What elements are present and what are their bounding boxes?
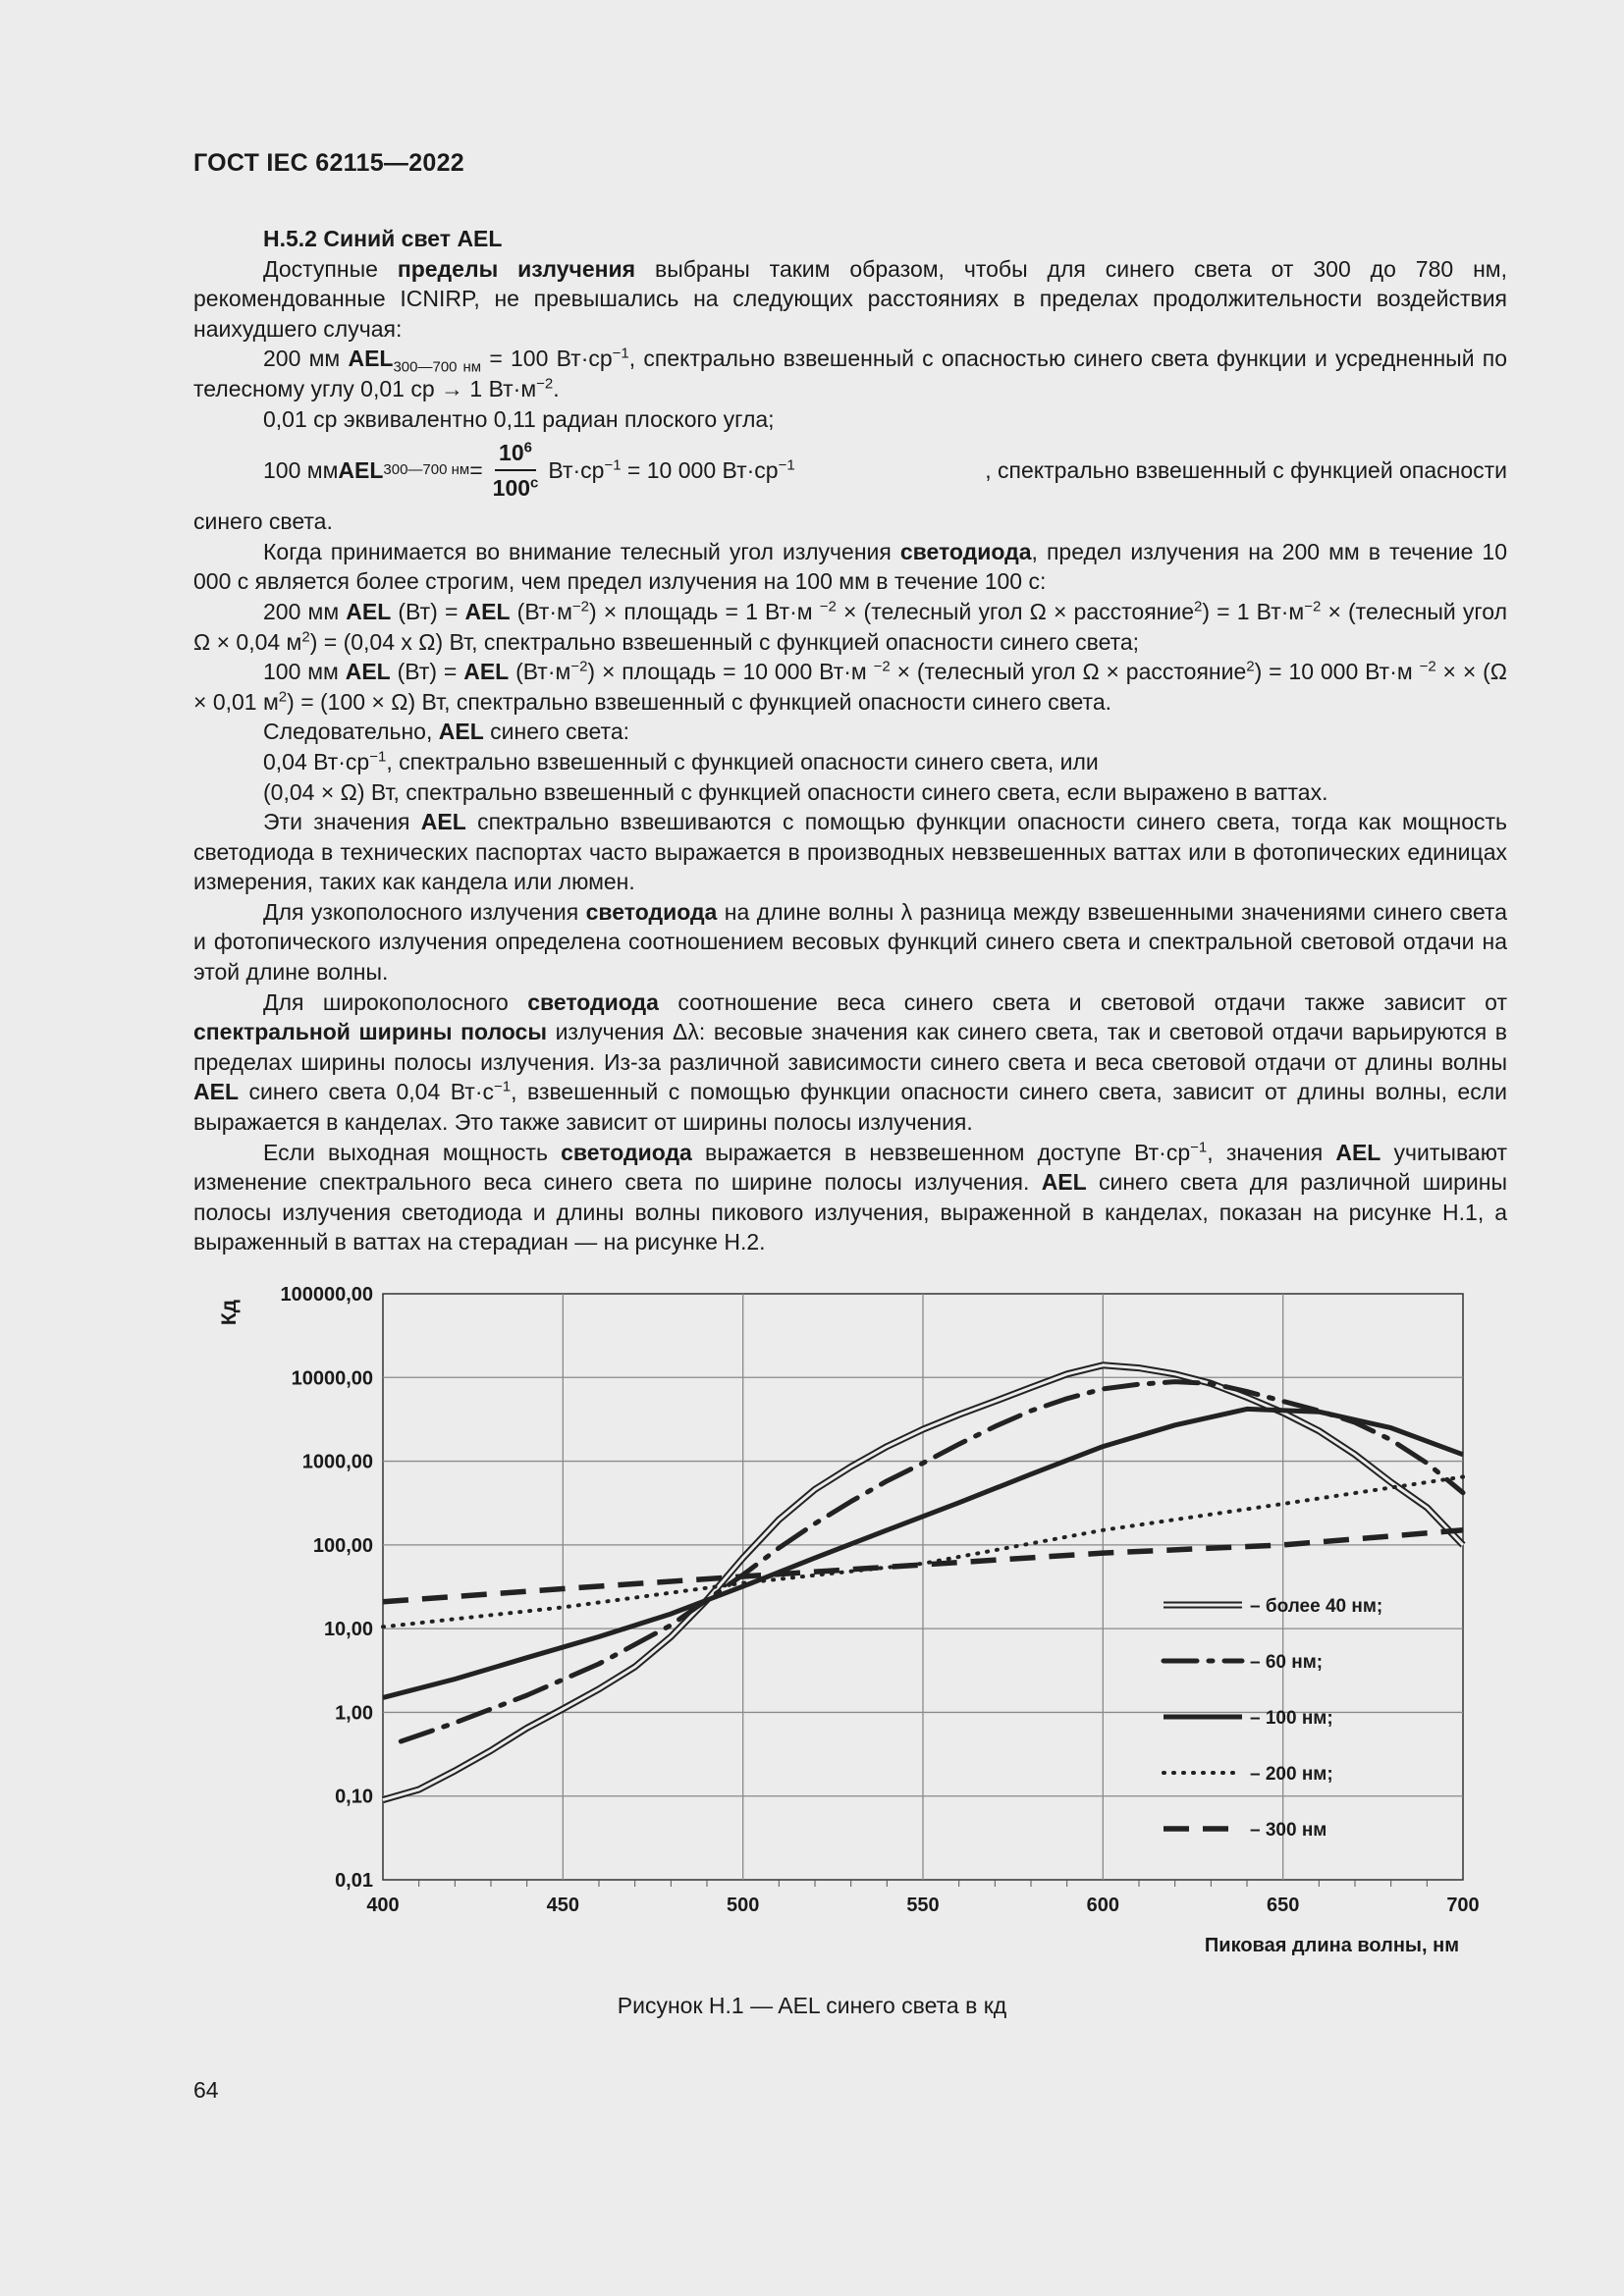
- x-axis-label: Пиковая длина волны, нм: [1204, 1935, 1459, 1956]
- y-tick-label: 10,00: [323, 1619, 373, 1641]
- legend-label: – 100 нм;: [1250, 1708, 1333, 1729]
- paragraph: Для широкополосного светодиода соотношение веса синего света и световой отдачи также зависит от спектральной ширины полосы излучения Δλ: весовые значения как синего света, так и световой отдачи варьируются в пределах ширины полосы излучения. Из-за различной зависимости синего света и веса световой отдачи от длины волны AEL синего света 0,04 $Вт\cdot с^{-1}$, взвешенный с помощью функции опасности синего света, зависит от длины волны, если выражается в канделах. Это также зависит от ширины полосы излучения.: [193, 988, 1508, 1136]
- legend-label: – 300 нм: [1250, 1820, 1327, 1841]
- paragraph: Эти значения AEL спектрально взвешиваются с помощью функции опасности синего света, тогда как мощность светодиода в технических паспортах часто выражается в производных невзвешенных ваттах или в фотопических единицах измерения, таких как кандела или люмен.: [193, 809, 1507, 895]
- paragraph: Если выходная мощность светодиода выражается в невзвешенном доступе $Вт\cdot ср^{-1}$, значения AEL учитывают изменение спектрального веса синего света по ширине полосы излучения. AEL синего света для различной ширины полосы излучения светодиода и длины волны пикового излучения, выраженной в канделах, показан на рисунке H.1, а выраженный в ваттах на стерадиан — на рисунке H.2.: [193, 1138, 1508, 1255]
- section-title: H.5.2 Синий свет AEL: [263, 226, 503, 251]
- x-tick-label: 400: [366, 1895, 400, 1916]
- paragraph: 0,04 $Вт\cdot ср^{-1}$, спектрально взвешенный с функцией опасности синего света, или: [263, 748, 1099, 774]
- formula-paragraph: 200 мм AEL (Вт) = AEL $(Вт\cdot м^{-2})$ × площадь = 1 Вт·м $^{-2}$ × (телесный угол Ω × расстояние$^2$) = 1 $Вт\cdot м^{-2}$ × (телесный угол Ω × 0,04 $м^2) = (0,04$ x Ω) Вт, спектрально взвешенный с функцией опасности синего света;: [193, 598, 1507, 655]
- legend-label: – более 40 нм;: [1250, 1596, 1383, 1617]
- y-tick-label: 1000,00: [301, 1451, 373, 1473]
- y-tick-label: 100000,00: [280, 1284, 373, 1306]
- paragraph: синего света.: [193, 508, 333, 535]
- figure-caption: Рисунок H.1 — AEL синего света в кд: [617, 1993, 1007, 2018]
- y-tick-label: 100,00: [312, 1534, 373, 1557]
- fraction: $\frac{10^6}{100^c}$: [492, 438, 539, 502]
- y-tick-label: 0,01: [335, 1870, 373, 1892]
- paragraph: Для узкополосного излучения светодиода на длине волны λ разница между взвешенными значениями синего света и фотопического излучения определена соотношением весовых функций синего света и спектральной световой отдачи на этой длине волны.: [193, 898, 1507, 986]
- formula-line: 100 мм AEL 300—700 нм = $\frac{10^6}{100^c}$ $Вт\cdot ср^{-1} = 10$ 000 $Вт\cdot ср^{-1}$ , спектрально взвешенный с функцией опасности: [193, 434, 1507, 507]
- y-tick-label: 10000,00: [291, 1367, 373, 1390]
- x-tick-label: 450: [546, 1895, 580, 1916]
- x-tick-label: 650: [1266, 1895, 1300, 1916]
- x-tick-label: 700: [1446, 1895, 1480, 1916]
- formula-paragraph: 100 мм AEL (Вт) = AEL $(Вт\cdot м^{-2})$ × площадь = 10 000 Вт·м $^{-2}$ × (телесный угол Ω × расстояние$^2$) = 10 000 Вт·м $^{-2}$ × × (Ω × 0,01 $м^2) = (100 \times \Omega)$ Вт, спектрально взвешенный с функцией опасности синего света.: [193, 658, 1507, 715]
- paragraph: Доступные пределы излучения выбраны таким образом, чтобы для синего света от 300 до 780 нм, рекомендованные ICNIRP, не превышались на следующих расстояниях в пределах продолжительности воздействия наихудшего случая:: [193, 255, 1508, 342]
- ael-chart: [196, 1271, 1492, 1988]
- figure-h1: [196, 1271, 1492, 1988]
- paragraph: Когда принимается во внимание телесный угол излучения светодиода, предел излучения на 200 мм в течение 10 000 с является более строгим, чем предел излучения на 100 мм в течение 100 с:: [193, 538, 1507, 595]
- y-tick-label: 1,00: [335, 1702, 373, 1725]
- x-tick-label: 600: [1086, 1895, 1120, 1916]
- x-tick-label: 550: [906, 1895, 940, 1916]
- paragraph: 0,01 ср эквивалентно 0,11 радиан плоского угла;: [263, 405, 775, 432]
- x-tick-label: 500: [726, 1895, 760, 1916]
- document-body: [193, 224, 1507, 1257]
- document-header: ГОСТ IEC 62115—2022: [193, 149, 465, 177]
- legend-label: – 60 нм;: [1250, 1652, 1324, 1673]
- y-axis-label: Кд: [218, 1299, 241, 1326]
- paragraph: (0,04 × Ω) Вт, спектрально взвешенный с функцией опасности синего света, если выражено в ваттах.: [263, 778, 1328, 805]
- legend-label: – 200 нм;: [1250, 1764, 1333, 1785]
- paragraph: 200 мм $AEL_{300—700 нм} = 100$ $Вт\cdot ср^{-1}$, спектрально взвешенный с опасностью синего света функции и усредненный по телесному углу 0,01 ср → 1 $Вт\cdot м^{-2}$.: [193, 345, 1508, 401]
- y-tick-label: 0,10: [335, 1786, 373, 1808]
- page-number: 64: [193, 2077, 219, 2103]
- paragraph: Следовательно, AEL синего света:: [263, 719, 630, 745]
